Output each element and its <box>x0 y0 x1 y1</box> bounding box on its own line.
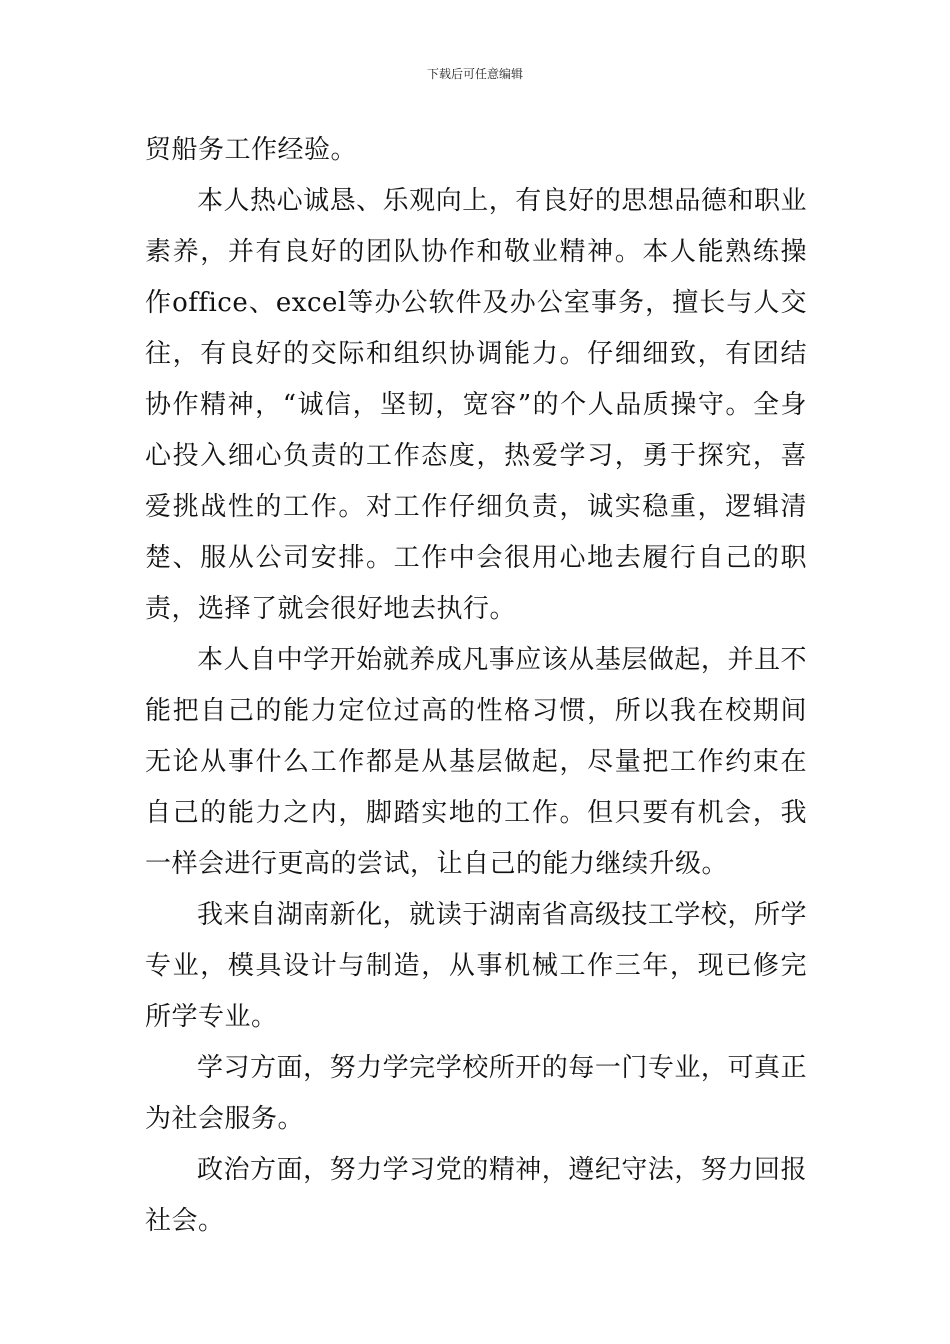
paragraph-politics: 政治方面，努力学习党的精神，遵纪守法，努力回报社会。 <box>145 1155 807 1236</box>
paragraph-personality: 本人热心诚恳、乐观向上，有良好的思想品德和职业素养，并有良好的团队协作和敬业精神。本人能熟练操作office、excel等办公软件及办公室事务，擅长与人交往，有良好的交际和组织协调能力。仔细细致，有团结协作精神，“诚信，坚韧，宽容”的个人品质操守。全身心投入细心负责的工作态度，热爱学习，勇于探究，喜爱挑战性的工作。对工作仔细负责，诚实稳重，逻辑清楚、服从公司安排。工作中会很用心地去履行自己的职责，选择了就会很好地去执行。 <box>145 186 807 624</box>
page-header: 下载后可任意编辑 <box>426 67 523 81</box>
paragraph-work-attitude: 本人自中学开始就养成凡事应该从基层做起，并且不能把自己的能力定位过高的性格习惯，所以我在校期间无论从事什么工作都是从基层做起，尽量把工作约束在自己的能力之内，脚踏实地的工作。但只要有机会，我一样会进行更高的尝试，让自己的能力继续升级。 <box>145 645 807 879</box>
paragraph-continuation: 贸船务工作经验。 <box>145 135 358 165</box>
document-body <box>145 125 807 1247</box>
paragraph-study: 学习方面，努力学完学校所开的每一门专业，可真正为社会服务。 <box>145 1053 807 1134</box>
paragraph-education: 我来自湖南新化，就读于湖南省高级技工学校，所学专业，模具设计与制造，从事机械工作三年，现已修完所学专业。 <box>145 900 807 1032</box>
